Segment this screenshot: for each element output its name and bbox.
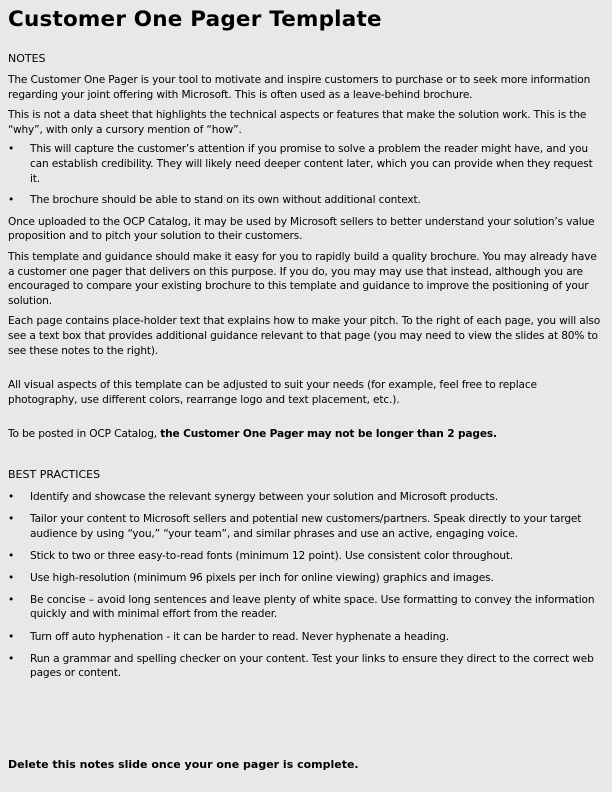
list-item: • Identify and showcase the relevant synergy between your solution and Microsoft products. [8, 490, 604, 505]
paragraph-placeholder: Each page contains place-holder text that explains how to make your pitch. To the right of each page, you will also see a text box that provides additional guidance relevant to that page (you may need to view the slides at 80% to see these notes to the right). [8, 315, 601, 357]
paragraph-intro: The Customer One Pager is your tool to motivate and inspire customers to purchase or to seek more information regarding your joint offering with Microsoft. This is often used as a leave-behind brochure. [8, 74, 591, 101]
final-instruction: Delete this notes slide once your one pager is complete. [8, 758, 359, 771]
notes-bullet-list [8, 142, 604, 207]
paragraph-length [8, 427, 604, 442]
paragraph-template: This template and guidance should make it easy for you to rapidly build a quality brochure. You may already have a customer one pager that delivers on this purpose. If you do, you may may use that instead, although you are encouraged to compare your existing brochure to this template and guidance to improve the positioning of your solution. [8, 250, 597, 307]
notes-heading: NOTES [8, 52, 46, 65]
best-practices-heading: BEST PRACTICES [8, 467, 101, 481]
paragraph-why: This is not a data sheet that highlights the technical aspects or features that make the solution work. This is the “why”, with only a cursory mention of “how”. [8, 109, 587, 136]
list-item: • Run a grammar and spelling checker on your content. Test your links to ensure they direct to the correct web pages or content. [8, 652, 604, 681]
best-practices-list [8, 490, 604, 681]
list-item: • Be concise – avoid long sentences and leave plenty of white space. Use formatting to convey the information quickly and with minimal effort from the reader. [8, 593, 604, 622]
list-item: • Tailor your content to Microsoft sellers and potential new customers/partners. Speak directly to your target audience by using “you,” “your team”, and similar phrases and use an active, engaging voice. [8, 512, 604, 541]
list-item: • Turn off auto hyphenation - it can be harder to read. Never hyphenate a heading. [8, 630, 604, 645]
length-prefix: To be posted in OCP Catalog, [8, 428, 161, 441]
paragraph-visual: All visual aspects of this template can be adjusted to suit your needs (for example, feel free to replace photography, use different colors, rearrange logo and text placement, etc.). [8, 379, 537, 406]
list-item: • The brochure should be able to stand on its own without additional context. [8, 193, 604, 208]
length-limit: the Customer One Pager may not be longer than 2 pages. [160, 428, 497, 441]
page-title: Customer One Pager Template [8, 7, 382, 32]
list-item: • Stick to two or three easy-to-read fonts (minimum 12 point). Use consistent color throughout. [8, 549, 604, 564]
list-item: • This will capture the customer’s attention if you promise to solve a problem the reader might have, and you can establish credibility. They will likely need deeper content later, which you can provide when they request it. [8, 142, 604, 186]
paragraph-catalog: Once uploaded to the OCP Catalog, it may be used by Microsoft sellers to better understand your solution’s value proposition and to pitch your solution to their customers. [8, 215, 595, 243]
list-item: • Use high-resolution (minimum 96 pixels per inch for online viewing) graphics and images. [8, 571, 604, 586]
